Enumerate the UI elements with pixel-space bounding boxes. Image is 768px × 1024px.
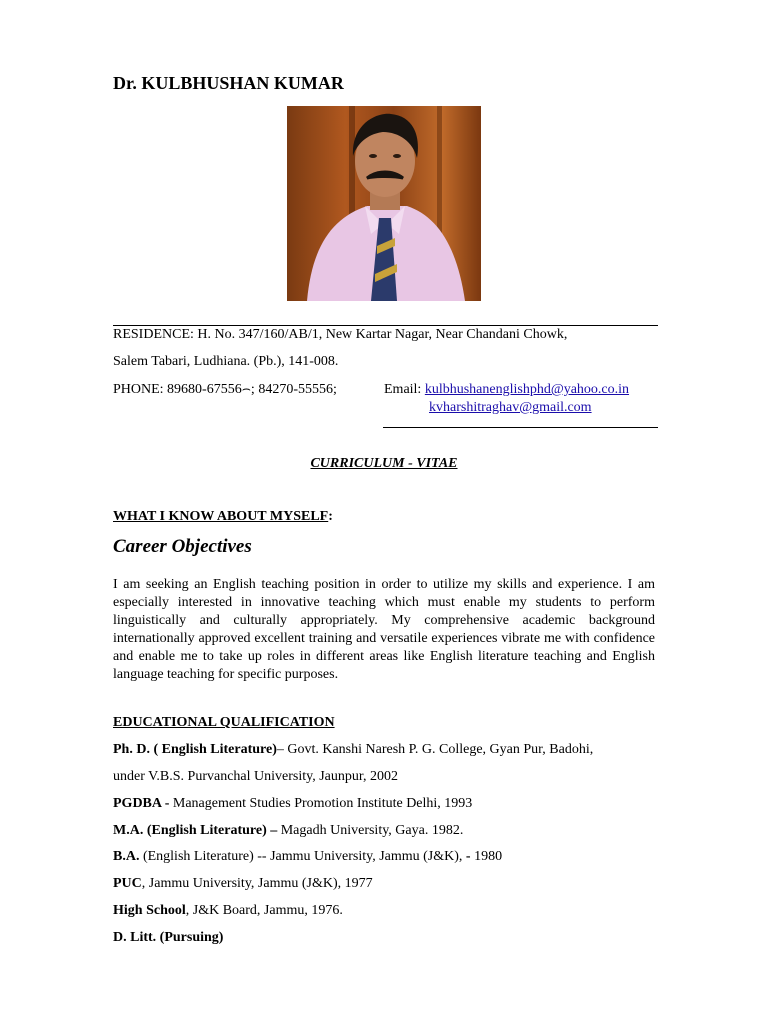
detail: Management Studies Promotion Institute Delhi, 1993 xyxy=(172,796,473,811)
detail: , J&K Board, Jammu, 1976. xyxy=(185,903,343,918)
about-heading-text: WHAT I KNOW ABOUT MYSELF xyxy=(113,509,329,524)
detail: , Jammu University, Jammu (J&K), 1977 xyxy=(141,876,373,891)
email-link-2[interactable]: kvharshitraghav@gmail.com xyxy=(429,400,592,415)
detail: Magadh University, Gaya. 1982. xyxy=(280,823,464,838)
degree: D. Litt. (Pursuing) xyxy=(113,930,224,945)
qualification-pgdba xyxy=(113,796,658,812)
degree: PGDBA - xyxy=(113,796,173,811)
qualification-phd xyxy=(113,742,658,758)
phone-numbers: PHONE: 89680-67556⌢; 84270-55556; xyxy=(113,382,337,397)
degree: M.A. (English Literature) – xyxy=(113,823,281,838)
degree: PUC xyxy=(113,876,142,891)
degree: Ph. D. ( English Literature) xyxy=(113,742,277,757)
education-heading: EDUCATIONAL QUALIFICATION xyxy=(113,715,335,730)
qualification-ba xyxy=(113,849,658,865)
residence-line-2: Salem Tabari, Ludhiana. (Pb.), 141-008. xyxy=(113,354,339,369)
qualification-puc xyxy=(113,876,658,892)
email-row xyxy=(384,382,629,398)
degree: B.A. xyxy=(113,849,143,864)
divider xyxy=(113,325,658,326)
detail-dash: - xyxy=(465,849,475,864)
qualification-high-school xyxy=(113,903,658,919)
document-title: CURRICULUM - VITAE xyxy=(310,456,458,471)
divider xyxy=(383,427,658,428)
about-heading xyxy=(113,509,333,525)
detail: – Govt. Kanshi Naresh P. G. College, Gyan Pur, Badohi, xyxy=(276,742,594,757)
residence-line-1: RESIDENCE: H. No. 347/160/AB/1, New Kartar Nagar, Near Chandani Chowk, xyxy=(113,327,568,342)
email-label: Email: xyxy=(384,382,425,397)
email-link-1[interactable]: kulbhushanenglishphd@yahoo.co.in xyxy=(424,382,630,397)
person-name: Dr. KULBHUSHAN KUMAR xyxy=(113,73,344,93)
career-objectives-heading: Career Objectives xyxy=(113,536,252,557)
email-row-2 xyxy=(429,400,592,416)
detail-year: 1980 xyxy=(474,849,503,864)
degree: High School xyxy=(113,903,186,918)
qualification-phd-cont: under V.B.S. Purvanchal University, Jaunpur, 2002 xyxy=(113,769,398,784)
qualification-dlitt xyxy=(113,930,658,946)
career-objectives-paragraph: I am seeking an English teaching position in order to utilize my skills and experience. I am especially interested in innovative teaching which must enable my students to perform linguistically and culturally appropriately. My comprehensive academic background internationally approved excellent training and versatile experiences vibrate me with confidence and enable me to take up roles in different areas like English literature teaching and English language teaching for specific purposes. xyxy=(113,577,655,682)
about-heading-colon: : xyxy=(328,509,333,524)
detail: (English Literature) -- Jammu University, Jammu (J&K), xyxy=(142,849,466,864)
qualification-ma xyxy=(113,823,658,839)
portrait-photo xyxy=(287,106,481,301)
